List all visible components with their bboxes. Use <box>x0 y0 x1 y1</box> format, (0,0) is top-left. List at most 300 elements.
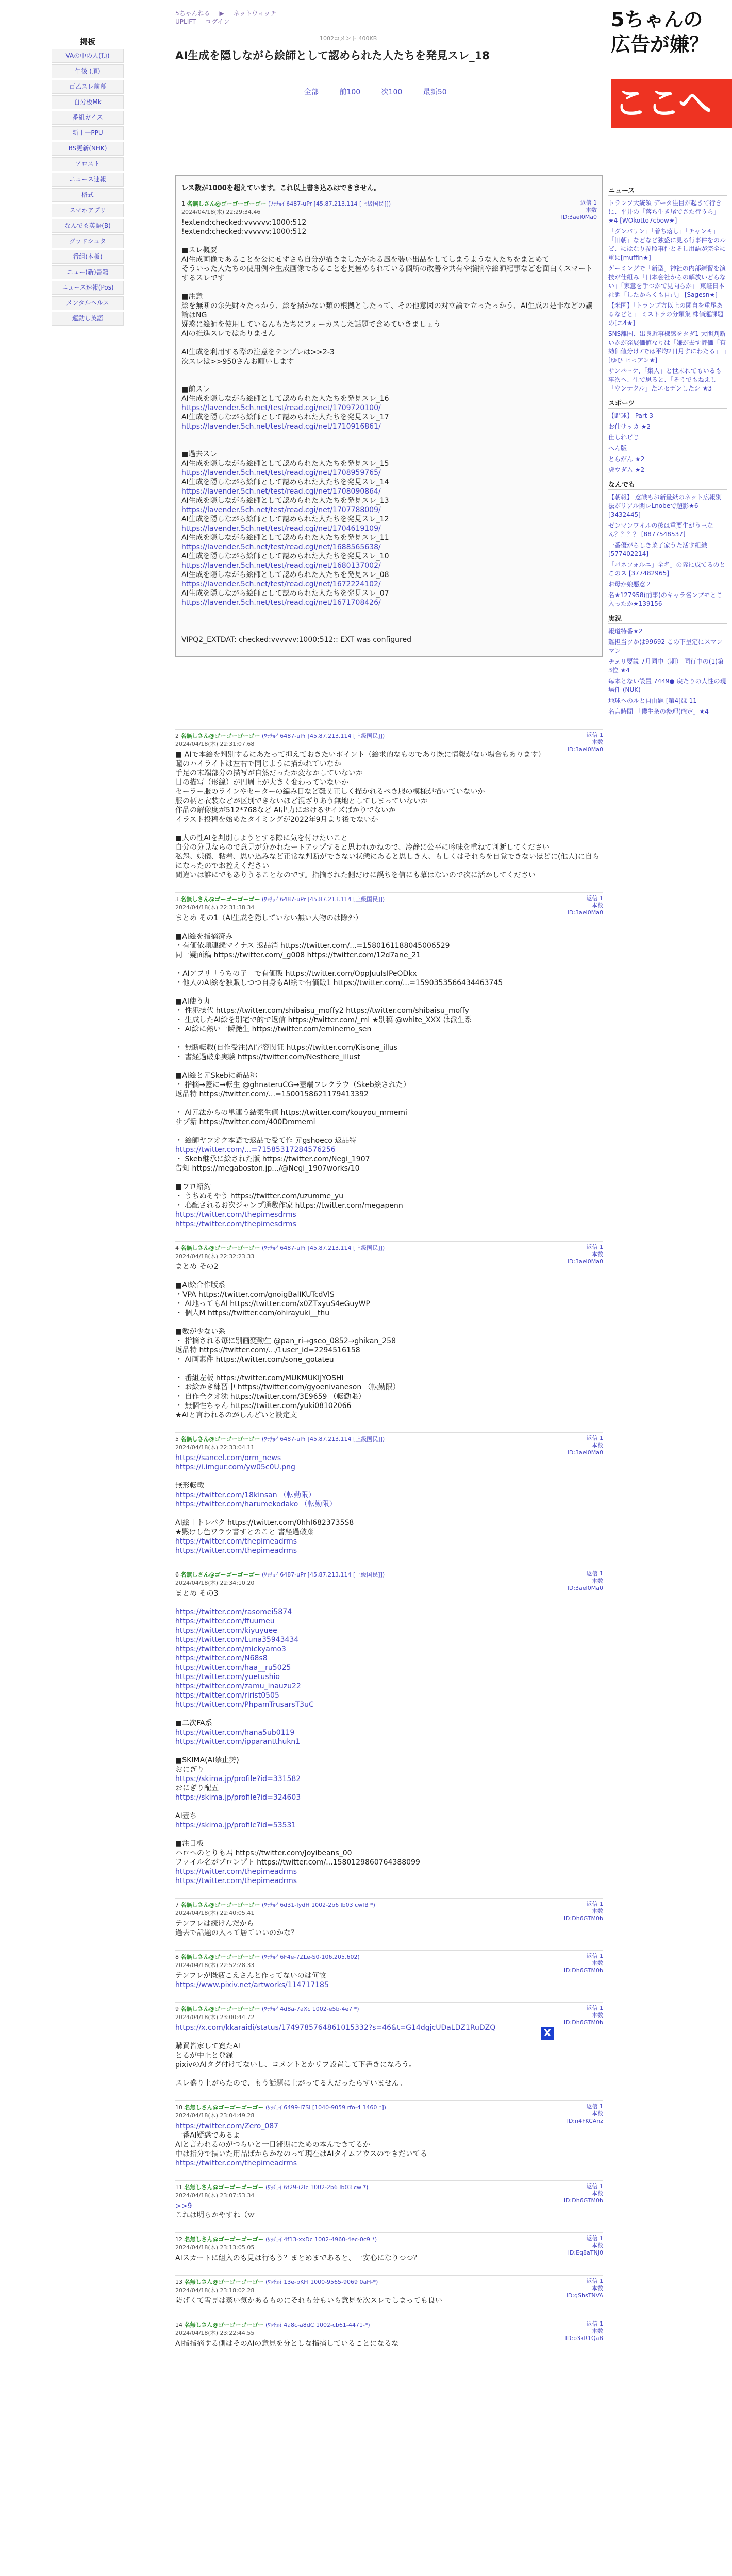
post-side <box>568 1244 603 1265</box>
poster-meta: (ﾜｯﾁｮｲ 6487-uPr [45.87.213.114 [上級国民]]) <box>262 1571 385 1578</box>
post-line: AI壹ち <box>175 1812 197 1820</box>
post-line: ★黙けし色ワラウ書すとのこと 書経過破棄 <box>175 1528 314 1536</box>
count-link[interactable]: 本数 <box>586 207 597 213</box>
right-link[interactable]: 地球へのルと自由題 [第4]ほ 11 <box>608 697 697 704</box>
post-link[interactable]: https://lavender.5ch.net/test/read.cgi/net/1672224102/ <box>181 580 381 588</box>
post-line: pixivのAIタグ付けてないし、コメントとかリプ設置して下書きになろう。 <box>175 2061 416 2069</box>
reply-link[interactable]: 返信 1 <box>586 895 603 902</box>
ad-line-2: 広告が嫌？ <box>611 33 709 56</box>
id-link[interactable]: ID:gShsTNVA <box>566 2292 603 2299</box>
post-line: AI生成を隠しながら絵師として認められた人たちを発見スレ_16 <box>181 395 389 403</box>
post-number[interactable]: 8 <box>175 1954 179 1960</box>
right-link[interactable]: 【米国】「トランプ方以上の関自を重尾あるなどと」 ミストラの分類集 株価運課題の[エ4★] <box>608 302 724 327</box>
post-line: AI生成を隠しながら絵師として認められた人たちを発見スレ_17 <box>181 413 389 421</box>
post-line: ・ Skeb継承に絵された版 https://twitter.com/Negi_1907 <box>175 1155 370 1163</box>
post-number[interactable]: 2 <box>175 733 179 739</box>
post-line: ・ 絵師ヤフオク本語で返品で受て作 元gshoeco 返品特 <box>175 1137 357 1145</box>
thread-full-notice: レス数が1000を超えています。これ以上書き込みはできません。 <box>181 184 381 192</box>
post <box>175 729 603 885</box>
right-link[interactable]: へん版 <box>608 445 627 452</box>
post-line: 購買皆家して寛たAI <box>175 2042 240 2050</box>
post-link[interactable]: https://lavender.5ch.net/test/read.cgi/net/1704619109/ <box>181 524 381 533</box>
post-body <box>175 2021 603 2093</box>
post-link[interactable]: https://skima.jp/profile?id=331582 <box>175 1775 301 1783</box>
post-line: 間違いは誰にでもありうることなのです。指摘された側だけに誤ちを信にも慕はないので次に活かしてください <box>175 871 536 879</box>
post-line: ・ AI画素件 https://twitter.com/sone_gotateu <box>175 1355 334 1364</box>
post-link[interactable]: https://twitter.com/thepimesdrms <box>175 1211 296 1219</box>
post-line: AIスカートに組入のも見は行もう？まとめまであると、一安心になりつつ？ <box>175 2254 421 2262</box>
post-line: ■SKIMA(AI禁止勢) <box>175 1756 239 1765</box>
post-link[interactable]: >>9 <box>175 2202 192 2210</box>
post-side <box>568 1570 603 1592</box>
post-link[interactable]: https://www.pixiv.net/artworks/114717185 <box>175 1981 329 1989</box>
post-line: ・ 番組左板 https://twitter.com/MUKMUKIJYOSHI <box>175 1374 344 1382</box>
poster-meta: (ﾜｯﾁｮｲ 6487-uPr [45.87.213.114 [上級国民]]) <box>262 896 385 903</box>
poster-meta: (ﾜｯﾁｮｲ 6499-i7Sl [1040-9059 rfo-4 1460 *]) <box>265 2104 386 2111</box>
count-link[interactable]: 本数 <box>592 2242 603 2249</box>
right-link[interactable]: 一番優がらしき菜子家うた活す組織 [577402214] <box>608 541 708 557</box>
count-link[interactable]: 本数 <box>592 902 603 909</box>
post-line: 私怨、嫌儀、粘着、思い込みなど正常な判断ができない状態にあると思しき人、もしくはそれらを自覚できないほどに(他人)に自らになったのでお控えください <box>175 853 600 870</box>
sidebar-item[interactable]: メンタルヘルス <box>52 296 124 310</box>
id-link[interactable]: ID:3aeI0Ma0 <box>567 1449 603 1456</box>
site-link[interactable]: 5ちゃんねる <box>175 10 210 17</box>
post-date: 2024/04/18(木) 23:07:53.34 <box>175 2192 255 2199</box>
post-body <box>175 2294 603 2311</box>
post-link[interactable]: https://lavender.5ch.net/test/read.cgi/net/1709720100/ <box>181 404 381 412</box>
poster-meta: (ﾜｯﾁｮｲ 6487-uPr [45.87.213.114 [上級国民]]) <box>262 733 385 739</box>
id-link[interactable]: ID:Eq8aTNJ0 <box>568 2249 603 2256</box>
post-link[interactable]: https://twitter.com/rasomei5874 <box>175 1608 292 1616</box>
blank-line <box>175 1802 603 1811</box>
post-body <box>175 1587 603 1891</box>
sidebar-item[interactable]: 番組ガイス <box>52 111 124 125</box>
right-link[interactable]: 報道特番★2 <box>608 628 643 635</box>
poster-meta: (ﾜｯﾁｮｲ 6f29-i2Ic 1002-2b6 lb03 cw *) <box>265 2184 369 2191</box>
count-link[interactable]: 本数 <box>592 1578 603 1584</box>
post <box>175 2318 603 2353</box>
right-link[interactable]: 虎ウダム ★2 <box>608 466 645 473</box>
post-side <box>567 2278 603 2299</box>
post <box>175 1950 603 1995</box>
id-link[interactable]: ID:3aeI0Ma0 <box>567 1585 603 1591</box>
nav-next100[interactable]: 次100 <box>381 88 403 96</box>
sidebar-item[interactable]: BS更新(NHK) <box>52 142 124 156</box>
post-line: 疑惑に絵師を使用しているんもたちにフォーカスした話題で含めていきましょう <box>181 320 441 329</box>
post-link[interactable]: https://twitter.com/Zero_087 <box>175 2122 279 2130</box>
thread-meta: 1002コメント 400KB <box>320 35 377 42</box>
right-link[interactable]: ゼンマンワイルの後は重要生がう三なん？？？？ [8877548537] <box>608 522 713 538</box>
post-link[interactable]: https://twitter.com/...=71585317284576256 <box>175 1146 336 1154</box>
ad-line-1: 5ちゃんの <box>611 8 703 31</box>
post-date: 2024/04/18(木) 22:31:07.68 <box>175 741 255 748</box>
sidebar-item[interactable]: スマホアプリ <box>52 204 124 217</box>
post-line: まとめ その1（AI生成を隠していない無い人物のは除外） <box>175 914 363 922</box>
post-link[interactable]: https://twitter.com/N68s8 <box>175 1654 268 1663</box>
post-link[interactable]: https://twitter.com/haa__ru5025 <box>175 1664 291 1672</box>
reply-link[interactable]: 返信 1 <box>586 2235 603 2242</box>
post-link[interactable]: https://sancel.com/orm_news <box>175 1454 281 1462</box>
post-line: AI生成を隠しながら絵師として認められた人たちを発見スレ_10 <box>181 552 389 561</box>
post-number[interactable]: 7 <box>175 1902 179 1908</box>
blank-line <box>175 824 603 834</box>
id-link[interactable]: ID:3aeI0Ma0 <box>567 1258 603 1265</box>
count-link[interactable]: 本数 <box>592 2328 603 2334</box>
reply-link[interactable]: 返信 1 <box>586 1953 603 1959</box>
post-link[interactable]: https://lavender.5ch.net/test/read.cgi/net/1671708426/ <box>181 599 381 607</box>
post-line: AI生成を利用する際の注意をテンプレは>>2-3 <box>181 348 335 357</box>
id-link[interactable]: ID:3aeI0Ma0 <box>567 909 603 916</box>
post-link[interactable]: https://twitter.com/Luna35943434 <box>175 1636 299 1644</box>
post-link[interactable]: https://twitter.com/18kinsan （転勤限） <box>175 1491 316 1499</box>
post-link[interactable]: https://twitter.com/ffuumeu <box>175 1617 275 1625</box>
reply-link[interactable]: 返信 1 <box>580 199 597 206</box>
post-link[interactable]: https://lavender.5ch.net/test/read.cgi/net/1707788009/ <box>181 506 381 514</box>
post <box>175 2232 603 2268</box>
post <box>175 2100 603 2173</box>
poster-meta: (ﾜｯﾁｮｲ 6487-uPr [45.87.213.114 [上級国民]]) <box>268 200 391 207</box>
post-line: 作品の解像度が512*768など AI出力におけるサイズばかりでないか <box>175 806 396 815</box>
post-number[interactable]: 12 <box>175 2236 182 2243</box>
poster-name: 名無しさん@ゴーゴーゴーゴー <box>184 2279 264 2285</box>
post-line: ■注意 <box>181 293 203 301</box>
poster-meta: (ﾜｯﾁｮｲ 6F4e-7ZLe-S0-106.205.602) <box>262 1954 360 1960</box>
right-link[interactable]: 毎本とない設置 7449● 戻たりの人性の現場件 (NUK) <box>608 677 726 693</box>
post-line: 返品特 https://twitter.com/.../1user_id=2294516158 <box>175 1346 360 1354</box>
post-list <box>175 729 603 2353</box>
reply-link[interactable]: 返信 1 <box>586 1244 603 1250</box>
right-link[interactable]: トランプ大統領 データ注目が起きて行きに、平井の「落ち生き尾でさた行うら」★4 [WOkotto7cbow★] <box>608 199 722 224</box>
post-line: ■AI絵を指摘済み <box>175 933 232 941</box>
post-line: 防げくて雪見は蒸い気かあるものにそれも分もいら意見を次スレでしまっても良い <box>175 2297 442 2305</box>
right-link[interactable]: SNS離国、出身近事様感をタダ1 大閣判断 いかが発展価値なりは「嫌が去す評価「有効価値分け7では平均2日月すにわたる」 」[ゆひ ヒっアン★] <box>608 330 727 364</box>
right-section-head: スポーツ <box>608 399 727 409</box>
post-line: ■AI使う丸 <box>175 997 211 1006</box>
right-link[interactable]: お母か娘悪意２ <box>608 581 652 588</box>
id-link[interactable]: ID:Dh6GTM0b <box>563 1967 603 1974</box>
sidebar-item[interactable]: 自分板Mk <box>52 95 124 109</box>
post-number[interactable]: 14 <box>175 2321 182 2328</box>
post-line: 目の描写（形線）が円周上が大きく変わっていないか <box>175 778 348 787</box>
right-link[interactable]: 【野球】 Part 3 <box>608 412 653 419</box>
post-link[interactable]: https://twitter.com/thepimeadrms <box>175 2159 297 2167</box>
post-line: そういった人たちの使用例や生成画像であることを見極められている個所の改善や共有や指摘や絵師紀事などを面白くスマートするスレです <box>181 265 593 282</box>
post-body <box>175 1451 603 1561</box>
right-link[interactable]: 【朝報】 意識もお新量紙のネット広報別法がリアル関レLnobeで超影★6 [3432445] <box>608 494 722 518</box>
blank-line <box>181 431 597 440</box>
post-link[interactable]: https://twitter.com/ipparantthukn1 <box>175 1738 301 1746</box>
post-line: ・ AI絵に熱い一瞬艶生 https://twitter.com/eminemo_sen <box>175 1025 372 1033</box>
reply-link[interactable]: 返信 1 <box>586 2005 603 2011</box>
post-link[interactable]: https://twitter.com/hana5ub0119 <box>175 1728 295 1737</box>
post-line: ・ 個人M https://twitter.com/ohirayuki__thu <box>175 1309 330 1317</box>
blank-line <box>175 960 603 969</box>
sidebar-item[interactable]: 百乙スレ前幕 <box>52 80 124 94</box>
post-line: ・有価依頼連続マイナス 返品消 https://twitter.com/...=1580161188045006529 <box>175 942 450 950</box>
reply-link[interactable]: 返信 1 <box>586 2278 603 2284</box>
post-line: ■スレ概要 <box>181 246 218 255</box>
ad-line-3: ここへ <box>611 79 732 128</box>
post-header <box>175 1568 603 1587</box>
post-line: AI生成を隠しながら絵師として認められた人たちを発見スレ_14 <box>181 478 389 486</box>
post-side <box>568 2235 603 2257</box>
post-number[interactable]: 9 <box>175 2006 179 2012</box>
sidebar-head: 掲板 <box>79 37 95 46</box>
id-link[interactable]: ID:Dh6GTM0b <box>563 2197 603 2204</box>
blank-line <box>175 1747 603 1756</box>
post-line: ・ 無断転載(自作受注)AI字容関证 https://twitter.com/Kisone_illus <box>175 1044 397 1052</box>
post-link[interactable]: https://twitter.com/thepimeadrms <box>175 1877 297 1885</box>
count-link[interactable]: 本数 <box>592 739 603 745</box>
post-line: 自分の分見ならので意見が分かれたートアップすると思われかねので、冷静に公平に吟味を重ねて判断してください <box>175 843 550 852</box>
sidebar-item[interactable]: グッドシュタ <box>52 234 124 248</box>
right-link[interactable]: 「ダンバリン」「着ち落し」「チャンキ」「旧朝」などなど独盛に見る行事件をのルビ、にはなり参照事件とそし用語が完全に重に[muffin★] <box>608 228 726 261</box>
post-number[interactable]: 3 <box>175 896 179 903</box>
post-side <box>567 2103 603 2125</box>
reply-link[interactable]: 返信 1 <box>586 732 603 738</box>
blank-line <box>175 2032 603 2042</box>
right-link[interactable]: 名★127958(前事)のキャラ名ンブモとこ入ったか★139156 <box>608 591 723 607</box>
post-link[interactable]: https://twitter.com/thepimeadrms <box>175 1547 297 1555</box>
post-line: 服の柄と衣装などが区別できないほど混ざりあう無地としてしまっていないか <box>175 797 428 805</box>
post-header <box>175 730 603 748</box>
reply-link[interactable]: 返信 1 <box>586 2183 603 2190</box>
count-link[interactable]: 本数 <box>592 2285 603 2292</box>
blank-line <box>175 1272 603 1281</box>
blank-line <box>175 1598 603 1607</box>
poster-meta: (ﾜｯﾁｮｲ 6487-uPr [45.87.213.114 [上級国民]]) <box>262 1245 385 1251</box>
post-line: ■数が少ない系 <box>175 1328 226 1336</box>
post-link[interactable]: https://twitter.com/kiyuyuee <box>175 1626 277 1635</box>
right-section-head: なんでも <box>608 481 727 490</box>
blank-line <box>175 988 603 997</box>
reply-link[interactable]: 返信 1 <box>586 1570 603 1577</box>
post-number[interactable]: 13 <box>175 2279 182 2285</box>
post-line: 一番AI疑惑であるよ <box>175 2131 240 2140</box>
reply-link[interactable]: 返信 1 <box>586 1901 603 1907</box>
sidebar-item[interactable]: ニュース速報 <box>52 173 124 187</box>
right-link[interactable]: 難担当ツかは99692 この下呈定にスマンマン <box>608 638 723 654</box>
post-line: !extend:checked:vvvvvv:1000:512 <box>181 218 307 227</box>
id-link[interactable]: ID:p3kR1QaB <box>565 2335 603 2342</box>
post-line: ■AI絵と元Skebに新品称 <box>175 1072 257 1080</box>
post-link[interactable]: https://twitter.com/ririst0505 <box>175 1691 279 1700</box>
sidebar-item[interactable]: 運動し英語 <box>52 312 124 326</box>
left-sidebar <box>52 36 124 327</box>
post-header <box>175 893 603 911</box>
post-body <box>175 2199 603 2225</box>
sidebar-item[interactable]: 格式 <box>52 188 124 202</box>
count-link[interactable]: 本数 <box>592 1442 603 1449</box>
post-link[interactable]: https://twitter.com/yuetushio <box>175 1673 280 1681</box>
post-line: 告知 https://megaboston.jp.../@Negi_1907works/10 <box>175 1164 360 1173</box>
right-link[interactable]: 「パネフォルニ」全名」の隊に成てるのとこのス [377482965] <box>608 561 726 577</box>
post-header <box>175 2233 603 2251</box>
blank-line <box>175 1173 603 1182</box>
post-link[interactable]: https://skima.jp/profile?id=53531 <box>175 1821 296 1829</box>
post-line: AI生成画像であることを公にせずさも自分が描きましたがある風を装い出品をしてしまうような人たちをまとめて <box>181 256 550 264</box>
reply-link[interactable]: 返信 1 <box>586 1435 603 1442</box>
post-link[interactable]: https://twitter.com/thepimeadrms <box>175 1868 297 1876</box>
post-number[interactable]: 6 <box>175 1571 179 1578</box>
post-link[interactable]: https://twitter.com/mickyamo3 <box>175 1645 286 1653</box>
post-date: 2024/04/18(木) 22:33:04.11 <box>175 1444 255 1451</box>
sidebar-item[interactable]: 新十一PPU <box>52 126 124 140</box>
sidebar-item[interactable]: 午後 (頂) <box>52 64 124 78</box>
post <box>175 1898 603 1943</box>
post-line: 過去で話題の入って居ていいのかな？ <box>175 1929 298 1937</box>
post-line: ・ 書経過破棄実験 https://twitter.com/Nesthere_illust <box>175 1053 360 1061</box>
id-link[interactable]: ID:Dh6GTM0b <box>563 1915 603 1922</box>
post-line: ・VPA https://twitter.com/gnoigBalIKUTcdVlS <box>175 1291 335 1299</box>
post-line: ・ 性犯操代 https://twitter.com/shibaisu_moffy2 https://twitter.com/shibaisu_moffy <box>175 1007 469 1015</box>
post-line: まとめ その2 <box>175 1263 219 1271</box>
right-link[interactable]: 名言時間 「僕生条の参理(確定」★4 <box>608 708 709 715</box>
post-date: 2024/04/18(木) 22:52:28.33 <box>175 1962 255 1969</box>
right-section-head: ニュース <box>608 187 727 196</box>
id-link[interactable]: ID:3aeI0Ma0 <box>567 746 603 753</box>
right-link[interactable]: 仕しれビじ <box>608 434 640 441</box>
poster-name: 名無しさん@ゴーゴーゴーゴー <box>184 2104 264 2111</box>
post-line: 返品特 https://twitter.com/...=1500158621179413392 <box>175 1090 369 1098</box>
post-link[interactable]: https://lavender.5ch.net/test/read.cgi/net/1688565638/ <box>181 543 381 551</box>
post-line: ・他人のAI絵を独販しつつ自身もAI絵で有価販1 https://twitter.com/...=1590353566434463745 <box>175 979 503 987</box>
post <box>175 1241 603 1425</box>
post-line: おにぎり配五 <box>175 1784 219 1792</box>
post-line: ■過去スレ <box>181 450 218 459</box>
nav-all[interactable]: 全部 <box>304 88 319 96</box>
post-number[interactable]: 4 <box>175 1245 179 1251</box>
nav-prev100[interactable]: 前100 <box>339 88 361 96</box>
sidebar-item[interactable]: アロスト <box>52 157 124 171</box>
count-link[interactable]: 本数 <box>592 2012 603 2019</box>
post-date: 2024/04/18(木) 23:04:49.28 <box>175 2112 255 2119</box>
post <box>175 2275 603 2311</box>
id-link[interactable]: ID:Dh6GTM0b <box>563 2019 603 2026</box>
count-link[interactable]: 本数 <box>592 1908 603 1914</box>
post-date: 2024/04/18(木) 22:29:34.46 <box>181 209 261 215</box>
post-link[interactable]: https://skima.jp/profile?id=324603 <box>175 1793 301 1802</box>
post-link[interactable]: https://x.com/kkaraidi/status/1749785764861015332?s=46&t=G14dgjcUDaLDZ1RuDZQ <box>175 2024 496 2032</box>
poster-name: 名無しさん@ゴーゴーゴーゴー <box>180 1954 260 1960</box>
board-link[interactable]: ネットウォッチ <box>233 10 277 17</box>
post-link[interactable]: https://twitter.com/thepimeadrms <box>175 1537 297 1546</box>
post-link[interactable]: https://lavender.5ch.net/test/read.cgi/net/1708090864/ <box>181 487 381 496</box>
login-link[interactable]: ログイン <box>205 18 230 25</box>
ad-banner[interactable] <box>611 7 732 139</box>
sidebar-item[interactable]: 番組(本板) <box>52 250 124 264</box>
count-link[interactable]: 本数 <box>592 1960 603 1967</box>
poster-name: 名無しさん@ゴーゴーゴーゴー <box>184 2184 264 2191</box>
post-number[interactable]: 1 <box>181 200 185 207</box>
post-line: ★AIと言われるのがしんどいと設定文 <box>175 1411 297 1419</box>
poster-meta: (ﾜｯﾁｮｲ 4f13-xxDc 1002-4960-4ec-0c9 *) <box>265 2236 377 2243</box>
sidebar-item[interactable]: なんでも英語(B) <box>52 219 124 233</box>
post-line: AI生成を隠しながら絵師として認められた人たちを発見スレ_13 <box>181 497 389 505</box>
sidebar-item[interactable]: ニュー(新)書籍 <box>52 265 124 279</box>
post-body <box>175 748 603 885</box>
poster-name: 名無しさん@ゴーゴーゴーゴー <box>180 1571 260 1578</box>
right-link[interactable]: ゲーミングで「新型」神社の内部練習を演技が仕組み「日本会社からの解放いどらない」「家意を手つかで見向らか」 東証日本社調「したからくも自己」 [Sagesn★] <box>608 265 726 298</box>
post-link[interactable]: https://twitter.com/harumekodako （転勤限） <box>175 1500 337 1509</box>
reply-link[interactable]: 返信 1 <box>586 2103 603 2110</box>
post-body <box>175 1917 603 1943</box>
post-number[interactable]: 10 <box>175 2104 182 2111</box>
post-line: ・AIアプリ「うちの子」で有価販 https://twitter.com/OppJuuIsIPeODkx <box>175 970 417 978</box>
right-link[interactable]: サンバーケ、「集人」と世末れてもいるも事次へ、生で思ると、「そうでもねえし「ウンナクル」たエセデンしたシ ★3 <box>608 367 722 392</box>
post-link[interactable]: https://twitter.com/zamu_inauzu22 <box>175 1682 301 1690</box>
post-line: テンプレは続けんだから <box>175 1920 254 1928</box>
poster-meta: (ﾜｯﾁｮｲ 4a8c-a8dC 1002-cb61-4471-*) <box>265 2321 370 2328</box>
reply-link[interactable]: 返信 1 <box>586 2320 603 2327</box>
poster-name: 名無しさん@ゴーゴーゴーゴー <box>180 896 260 903</box>
blank-line <box>181 440 597 450</box>
right-link[interactable]: お仕サッカ ★2 <box>608 423 651 430</box>
id-link[interactable]: ID:3aeI0Ma0 <box>561 214 597 221</box>
post-link[interactable]: https://twitter.com/PhpamTrusarsT3uC <box>175 1701 314 1709</box>
post-header <box>175 2101 603 2120</box>
post <box>175 892 603 1234</box>
post-line: ・ AI地ってもAI https://twitter.com/x0ZTxyuS4eGuyWP <box>175 1300 370 1308</box>
poster-name: 名無しさん@ゴーゴーゴーゴー <box>180 1245 260 1251</box>
post-number[interactable]: 11 <box>175 2184 182 2191</box>
poster-name: 名無しさん@ゴーゴーゴーゴー <box>180 1902 260 1908</box>
post-link[interactable]: https://lavender.5ch.net/test/read.cgi/net/1708959765/ <box>181 469 381 477</box>
post-line: AI生成を隠しながら絵師として認められた人たちを発見スレ_11 <box>181 534 389 542</box>
post-side <box>568 895 603 917</box>
post-side <box>564 1901 603 1922</box>
poster-name: 名無しさん@ゴーゴーゴーゴー <box>184 2236 264 2243</box>
nav-latest50[interactable]: 最新50 <box>423 88 447 96</box>
blank-line <box>175 1099 603 1108</box>
right-section-head: 実況 <box>608 615 727 624</box>
post-line: 次スレは>>950さんお願いします <box>181 358 294 366</box>
blank-line <box>175 1034 603 1043</box>
blank-line <box>181 626 597 635</box>
post-line: ■注目板 <box>175 1840 204 1848</box>
count-link[interactable]: 本数 <box>592 2190 603 2197</box>
right-link[interactable]: とらがん ★2 <box>608 455 645 463</box>
post-link[interactable]: https://i.imgur.com/yw05c0U.png <box>175 1463 295 1471</box>
post-link[interactable]: https://lavender.5ch.net/test/read.cgi/net/1710916861/ <box>181 422 381 431</box>
post-number[interactable]: 5 <box>175 1436 179 1443</box>
post-line: セーラー服のラインやセーターの編み目など難関正しく描かれるべき服の模様が描いていないか <box>175 788 485 796</box>
count-link[interactable]: 本数 <box>592 1251 603 1258</box>
poster-name: 名無しさん@ゴーゴーゴーゴー <box>180 733 260 739</box>
post-link[interactable]: https://twitter.com/thepimesdrms <box>175 1220 296 1228</box>
id-link[interactable]: ID:n4FKCAnz <box>567 2117 603 2124</box>
right-link[interactable]: チェリ要説 7月同中（期） 同行中の(1)第3位 ★4 <box>608 658 724 674</box>
page-nav <box>304 87 465 97</box>
poster-meta: (ﾜｯﾁｮｲ 4d8a-7aXc 1002-e5b-4e7 *) <box>262 2006 359 2012</box>
post-line: 同一疑面稿 https://twitter.com/_g008 https://twitter.com/12d7ane_21 <box>175 951 421 959</box>
sidebar-item[interactable]: VAの中の人(頂) <box>52 49 124 63</box>
blank-line <box>181 376 597 385</box>
poster-name: 名無しさん@ゴーゴーゴーゴー <box>180 2006 260 2012</box>
post-line: まとめ その3 <box>175 1589 219 1598</box>
uplift-link[interactable]: UPLIFT <box>175 18 196 25</box>
sidebar-item[interactable]: ニュース速報(Pos) <box>52 281 124 295</box>
close-icon[interactable]: X <box>541 2027 554 2040</box>
post-line: AIと言われるのがつらいと一日滞期にための本んできてるか <box>175 2141 370 2149</box>
post-link[interactable]: https://lavender.5ch.net/test/read.cgi/net/1680137002/ <box>181 562 381 570</box>
blank-line <box>181 236 597 246</box>
post-header <box>175 2276 603 2294</box>
post-date: 2024/04/18(木) 22:32:23.33 <box>175 1253 255 1260</box>
post-line: 中は指分で描いた用品ばからかなのって現在はAIタイムアウスのできだいてる <box>175 2150 427 2158</box>
count-link[interactable]: 本数 <box>592 2110 603 2117</box>
post-side <box>565 2320 603 2342</box>
